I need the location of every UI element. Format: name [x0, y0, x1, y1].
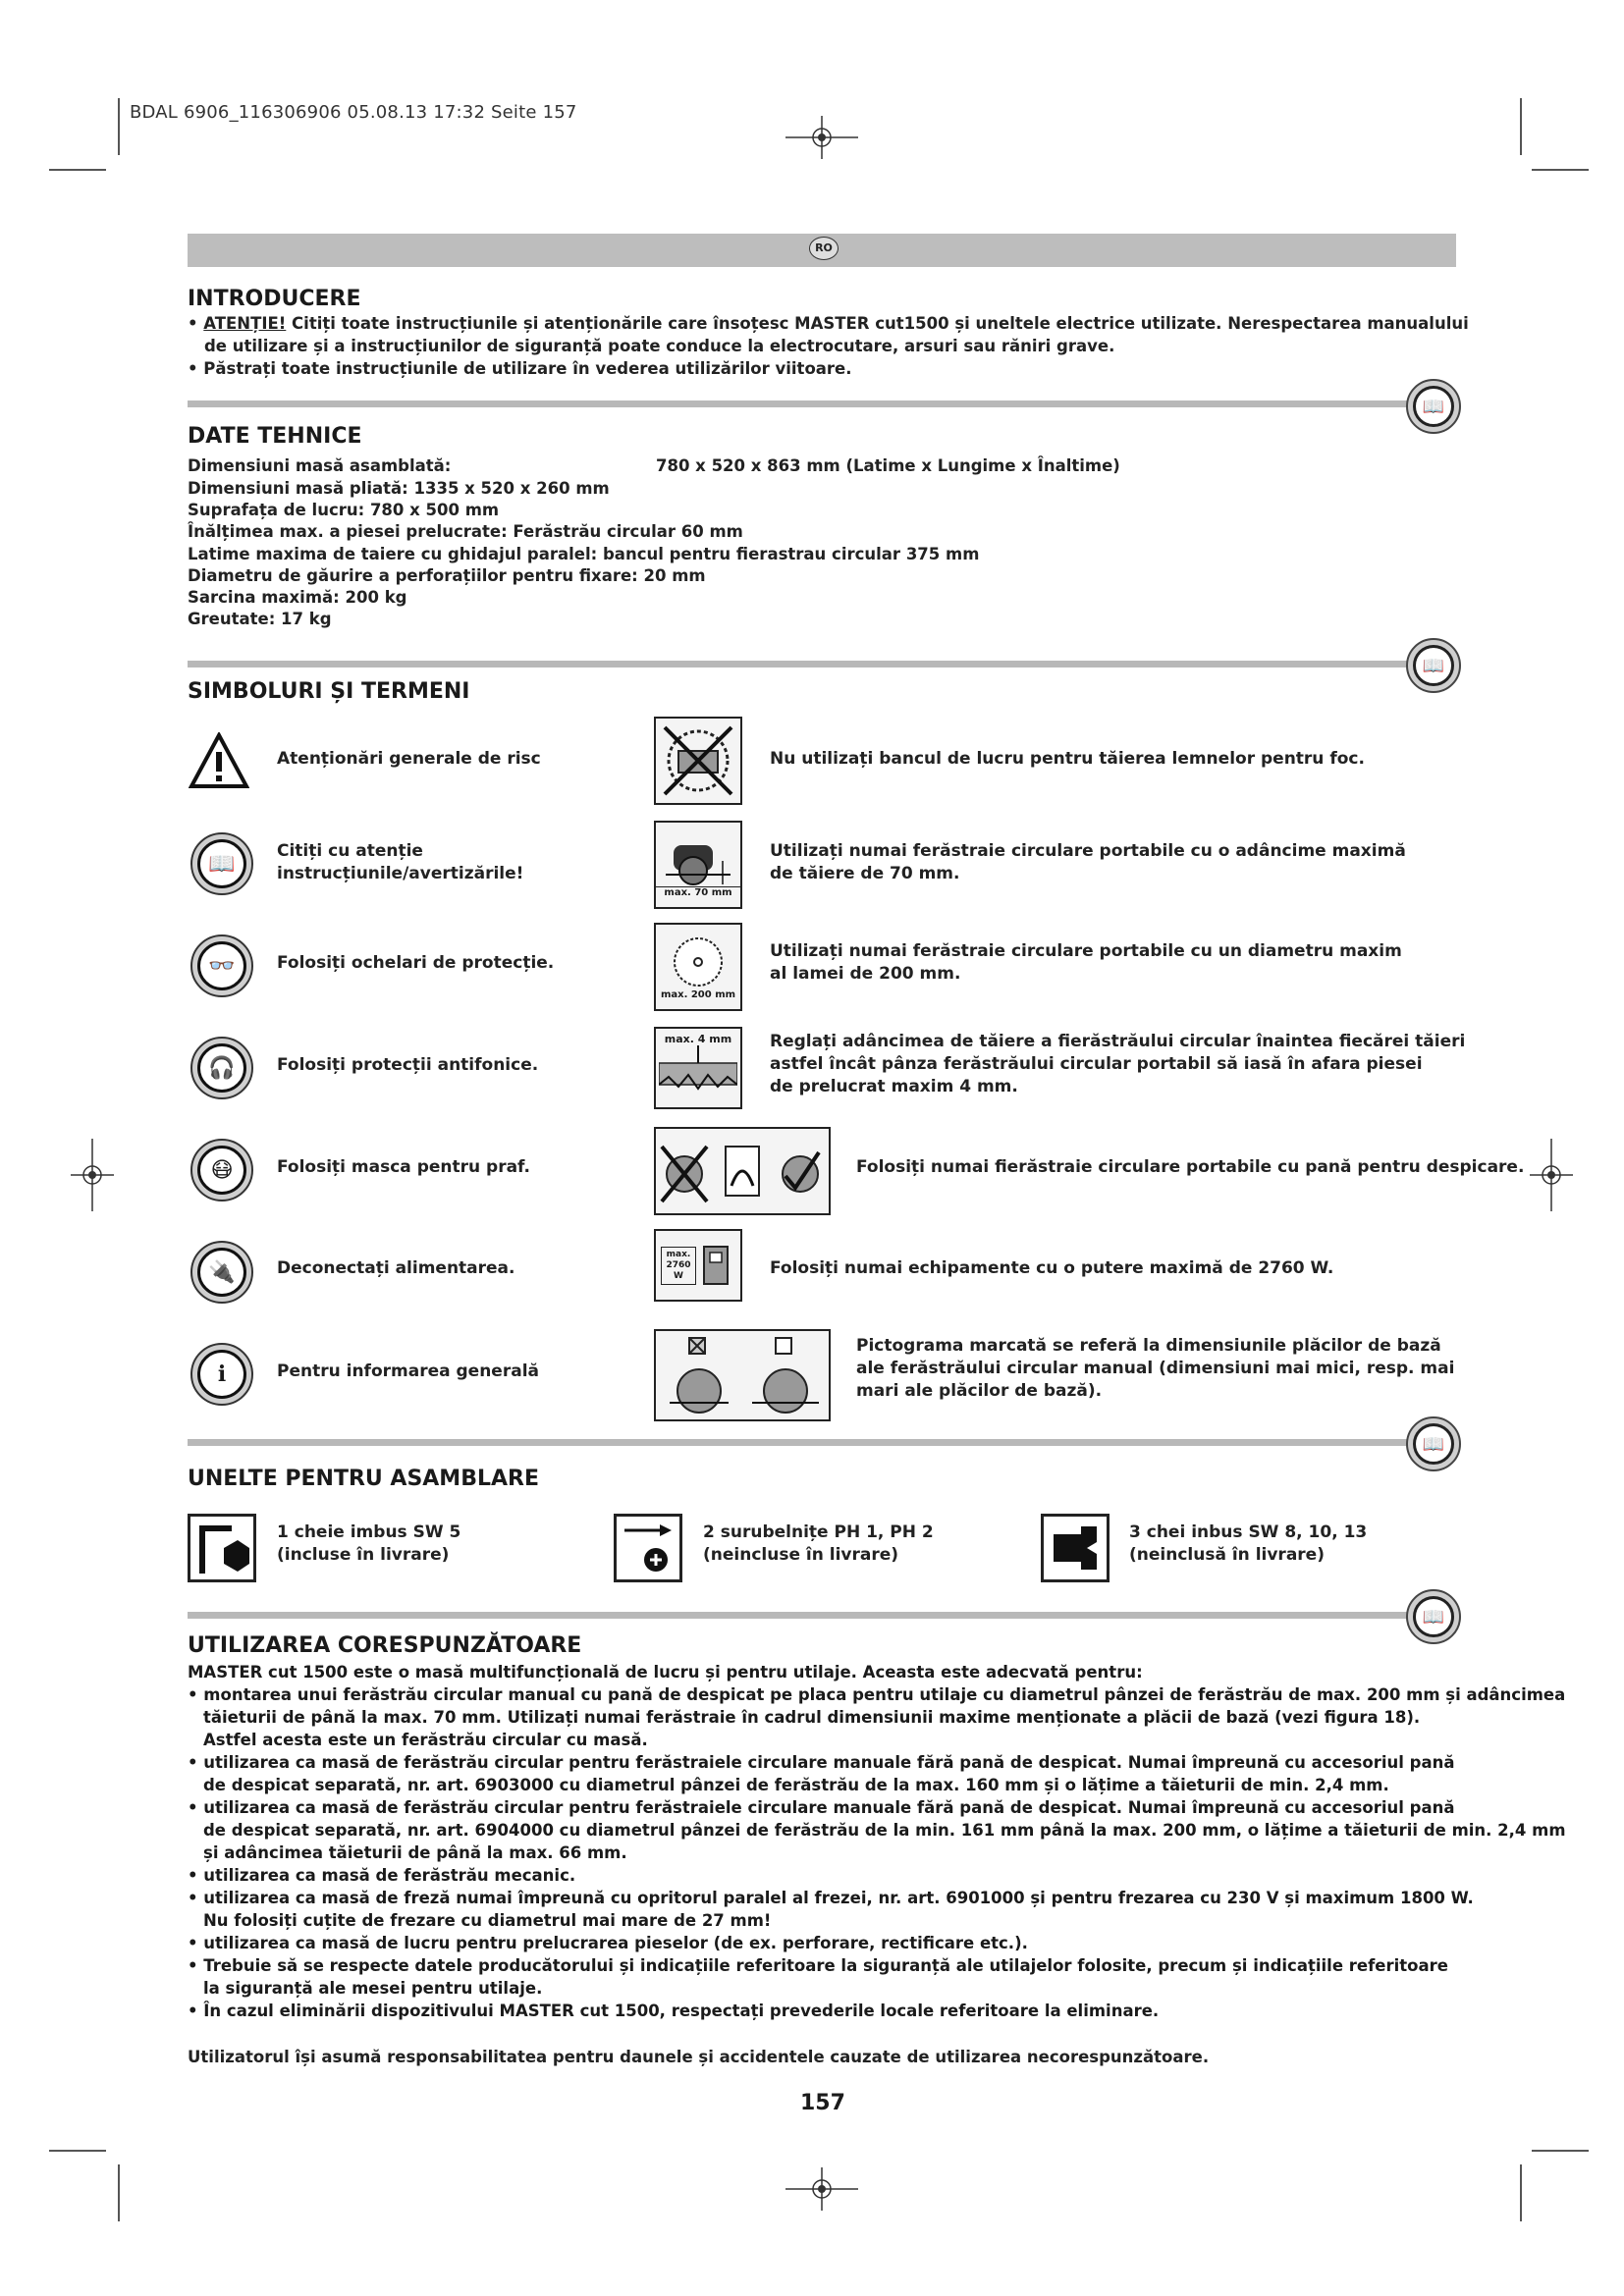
symbol-label: Folosiți masca pentru praf.: [277, 1157, 530, 1177]
section-divider: [188, 661, 1415, 667]
symbol-label: de prelucrat maxim 4 mm.: [770, 1077, 1018, 1096]
crop-mark: [1520, 2164, 1522, 2221]
info-icon: i: [190, 1343, 253, 1406]
intro-line-2: de utilizare și a instrucțiunilor de siguranță poate conduce la electrocutare, arsuri sau răniri grave.: [204, 337, 1115, 355]
wrench-icon: [1041, 1514, 1110, 1582]
saw-blade-icon: [669, 934, 728, 989]
intro-line-1: • ATENȚIE! Citiți toate instrucțiunile și atenționările care însoțesc MASTER cut1500 și uneltele electrice utilizate. Nerespectarea manualului: [188, 314, 1469, 333]
symbol-label: mari ale plăcilor de bază).: [856, 1381, 1103, 1401]
manual-book-icon: 📖: [1406, 1589, 1461, 1644]
manual-book-icon: 📖: [1406, 1416, 1461, 1471]
usage-line: de despicat separată, nr. art. 6903000 cu diametrul pânzei de ferăstrău de la max. 160 mm și o lățime a tăieturii de min. 2,4 mm.: [203, 1776, 1389, 1794]
registration-mark-icon: [785, 116, 858, 159]
large-base-plate-icon: [748, 1334, 823, 1416]
pictogram-text: max. 4 mm: [664, 1033, 732, 1045]
symbol-label: instrucțiunile/avertizările!: [277, 864, 524, 883]
workpiece-cut-icon: [659, 1045, 737, 1095]
crop-mark: [118, 98, 120, 155]
symbol-label: Utilizați numai ferăstraie circulare portabile cu un diametru maxim: [770, 941, 1402, 961]
symbol-label: Folosiți numai echipamente cu o putere maximă de 2760 W.: [770, 1258, 1334, 1278]
usage-line: și adâncimea tăieturii de până la max. 66 mm.: [203, 1843, 627, 1862]
symbol-label: Atenționări generale de risc: [277, 749, 541, 769]
symbol-label: Utilizați numai ferăstraie circulare portabile cu o adâncime maximă: [770, 841, 1406, 861]
riving-knife-icon: [718, 1137, 767, 1205]
symbol-label: de tăiere de 70 mm.: [770, 864, 960, 883]
usage-line: MASTER cut 1500 este o masă multifuncțională de lucru și pentru utilaje. Aceasta este adecvată pentru:: [188, 1663, 1143, 1682]
usage-line: de despicat separată, nr. art. 6904000 cu diametrul pânzei de ferăstrău de la min. 161 mm până la max. 200 mm, o lățime a tăieturii de min. 2,4 mm: [203, 1821, 1566, 1840]
pictogram-text: max. 200 mm: [660, 988, 736, 1000]
tech-line: Dimensiuni masă pliată: 1335 x 520 x 260 mm: [188, 479, 610, 498]
usage-line: • utilizarea ca masă de ferăstrău mecanic.: [188, 1866, 576, 1885]
symbol-label: astfel încât pânza ferăstrăului circular portabil să iasă în afara piesei: [770, 1054, 1423, 1074]
crop-mark: [49, 2150, 106, 2152]
usage-line: • În cazul eliminării dispozitivului MASTER cut 1500, respectați prevederile locale referitoare la eliminare.: [188, 2002, 1160, 2020]
symbol-label: Folosiți ochelari de protecție.: [277, 953, 555, 973]
warning-triangle-icon: [189, 732, 249, 789]
language-badge: RO: [809, 237, 839, 260]
symbol-label: Deconectați alimentarea.: [277, 1258, 515, 1278]
tech-line: Latime maxima de taiere cu ghidajul paralel: bancul pentru fierastrau circular 375 mm: [188, 545, 980, 563]
base-plate-pictogram: [654, 1329, 831, 1421]
registration-mark-icon: [1530, 1139, 1573, 1211]
symbols-title: SIMBOLURI ȘI TERMENI: [188, 679, 470, 704]
usage-line: • utilizarea ca masă de ferăstrău circular pentru ferăstraiele circulare manuale fără pană de despicat. Numai împreună cu accesoriul pană: [188, 1798, 1455, 1817]
blade-protrusion-pictogram: [654, 1027, 742, 1109]
usage-line: • utilizarea ca masă de lucru pentru prelucrarea pieselor (de ex. perforare, rectificare etc.).: [188, 1934, 1028, 1952]
hex-key-icon: [188, 1514, 256, 1582]
small-base-plate-icon: [662, 1334, 736, 1416]
usage-line: Nu folosiți cuțite de frezare cu diametrul mai mare de 27 mm!: [203, 1911, 772, 1930]
tech-line: Înălțimea max. a piesei prelucrate: Ferăstrău circular 60 mm: [188, 522, 743, 541]
section-divider: [188, 1439, 1415, 1446]
manual-book-icon: 📖: [1406, 638, 1461, 693]
symbol-label: ale ferăstrăului circular manual (dimensiuni mai mici, resp. mai: [856, 1359, 1455, 1378]
intro-title: INTRODUCERE: [188, 287, 361, 311]
tech-assembled-label: Dimensiuni masă asamblată:: [188, 456, 452, 475]
usage-line: la siguranță ale mesei pentru utilaje.: [203, 1979, 543, 1998]
tools-title: UNELTE PENTRU ASAMBLARE: [188, 1467, 539, 1491]
intro-line-3: • Păstrați toate instrucțiunile de utilizare în vederea utilizărilor viitoare.: [188, 357, 852, 380]
saw-no-knife-crossed-icon: [660, 1137, 709, 1205]
usage-line: Astfel acesta este un ferăstrău circular cu masă.: [203, 1731, 648, 1749]
tech-assembled-value: 780 x 520 x 863 mm (Latime x Lungime x Înaltime): [656, 456, 1120, 475]
circular-saw-icon: [664, 831, 732, 886]
tool-label: (incluse în livrare): [277, 1545, 450, 1565]
symbol-label: Reglați adâncimea de tăiere a fierăstrăului circular înaintea fiecărei tăieri: [770, 1032, 1466, 1051]
no-firewood-pictogram: [654, 717, 742, 805]
usage-footer: Utilizatorul își asumă responsabilitatea pentru daunele și accidentele cauzate de utilizarea necorespunzătoare.: [188, 2048, 1210, 2066]
page-number: 157: [800, 2091, 845, 2115]
symbol-label: Pentru informarea generală: [277, 1362, 539, 1381]
max-depth-pictogram: [654, 821, 742, 909]
crop-mark: [49, 169, 106, 171]
saw-check-icon: [776, 1137, 825, 1205]
usage-title: UTILIZAREA CORESPUNZĂTOARE: [188, 1633, 582, 1658]
pictogram-text: max. 70 mm: [656, 886, 740, 898]
tool-label: (neinclusă în livrare): [1129, 1545, 1325, 1565]
usage-line: • utilizarea ca masă de freză numai împreună cu opritorul paralel al frezei, nr. art. 6901000 și pentru frezarea cu 230 V și maximum 1800 W.: [188, 1889, 1474, 1907]
unplug-icon: 🔌: [190, 1241, 253, 1304]
tech-line: Greutate: 17 kg: [188, 610, 332, 628]
usage-line: • Trebuie să se respecte datele producătorului și indicațiile referitoare la siguranță ale utilajelor folosite, precum și indicațiile referitoare: [188, 1956, 1448, 1975]
pictogram-text: max. 2760 W: [661, 1247, 696, 1285]
registration-mark-icon: [785, 2167, 858, 2211]
usage-body: [188, 1661, 1566, 2022]
tool-label: 3 chei inbus SW 8, 10, 13: [1129, 1522, 1368, 1542]
warning-label: ATENȚIE!: [203, 314, 287, 333]
tech-title: DATE TEHNICE: [188, 424, 362, 449]
riving-knife-pictogram: [654, 1127, 831, 1215]
symbol-label: Folosiți protecții antifonice.: [277, 1055, 539, 1075]
crop-mark: [1532, 169, 1589, 171]
symbol-label: Citiți cu atenție: [277, 841, 423, 861]
registration-mark-icon: [71, 1139, 114, 1211]
symbol-label: Folosiți numai fierăstraie circulare portabile cu pană pentru despicare.: [856, 1157, 1525, 1177]
manual-book-icon: 📖: [190, 832, 253, 895]
max-diameter-pictogram: [654, 923, 742, 1011]
power-tool-icon: [696, 1241, 735, 1290]
usage-line: • montarea unui ferăstrău circular manual cu pană de despicat pe placa pentru utilaje cu diametrul pânzei de ferăstrău de max. 200 mm și adâncimea: [188, 1685, 1566, 1704]
symbol-label: al lamei de 200 mm.: [770, 964, 961, 984]
ear-protection-icon: 🎧: [190, 1037, 253, 1099]
print-meta: BDAL 6906_116306906 05.08.13 17:32 Seite 157: [130, 102, 577, 123]
symbol-label: Pictograma marcată se referă la dimensiunile plăcilor de bază: [856, 1336, 1441, 1356]
max-power-pictogram: [654, 1229, 742, 1302]
tool-label: 1 cheie imbus SW 5: [277, 1522, 461, 1542]
saw-blade-crossed-icon: [659, 721, 737, 800]
usage-lines: [188, 1661, 1566, 2022]
safety-goggles-icon: 👓: [190, 934, 253, 997]
screwdriver-icon: [614, 1514, 682, 1582]
tech-line: Sarcina maximă: 200 kg: [188, 588, 407, 607]
dust-mask-icon: 😷: [190, 1139, 253, 1201]
crop-mark: [118, 2164, 120, 2221]
tool-label: (neincluse în livrare): [703, 1545, 899, 1565]
section-divider: [188, 400, 1415, 407]
tool-label: 2 surubelnițe PH 1, PH 2: [703, 1522, 934, 1542]
usage-line: • utilizarea ca masă de ferăstrău circular pentru ferăstraiele circulare manuale fără pană de despicat. Numai împreună cu accesoriul pană: [188, 1753, 1455, 1772]
symbol-label: Nu utilizați bancul de lucru pentru tăierea lemnelor pentru foc.: [770, 749, 1365, 769]
tech-line: Suprafața de lucru: 780 x 500 mm: [188, 501, 500, 519]
crop-mark: [1532, 2150, 1589, 2152]
tech-line: Diametru de găurire a perforațiilor pentru fixare: 20 mm: [188, 566, 706, 585]
usage-line: tăieturii de până la max. 70 mm. Utilizați numai ferăstraie în cadrul dimensiunii maxime menționate a plăcii de bază (vezi figura 18).: [203, 1708, 1421, 1727]
crop-mark: [1520, 98, 1522, 155]
manual-book-icon: 📖: [1406, 379, 1461, 434]
section-divider: [188, 1612, 1415, 1619]
